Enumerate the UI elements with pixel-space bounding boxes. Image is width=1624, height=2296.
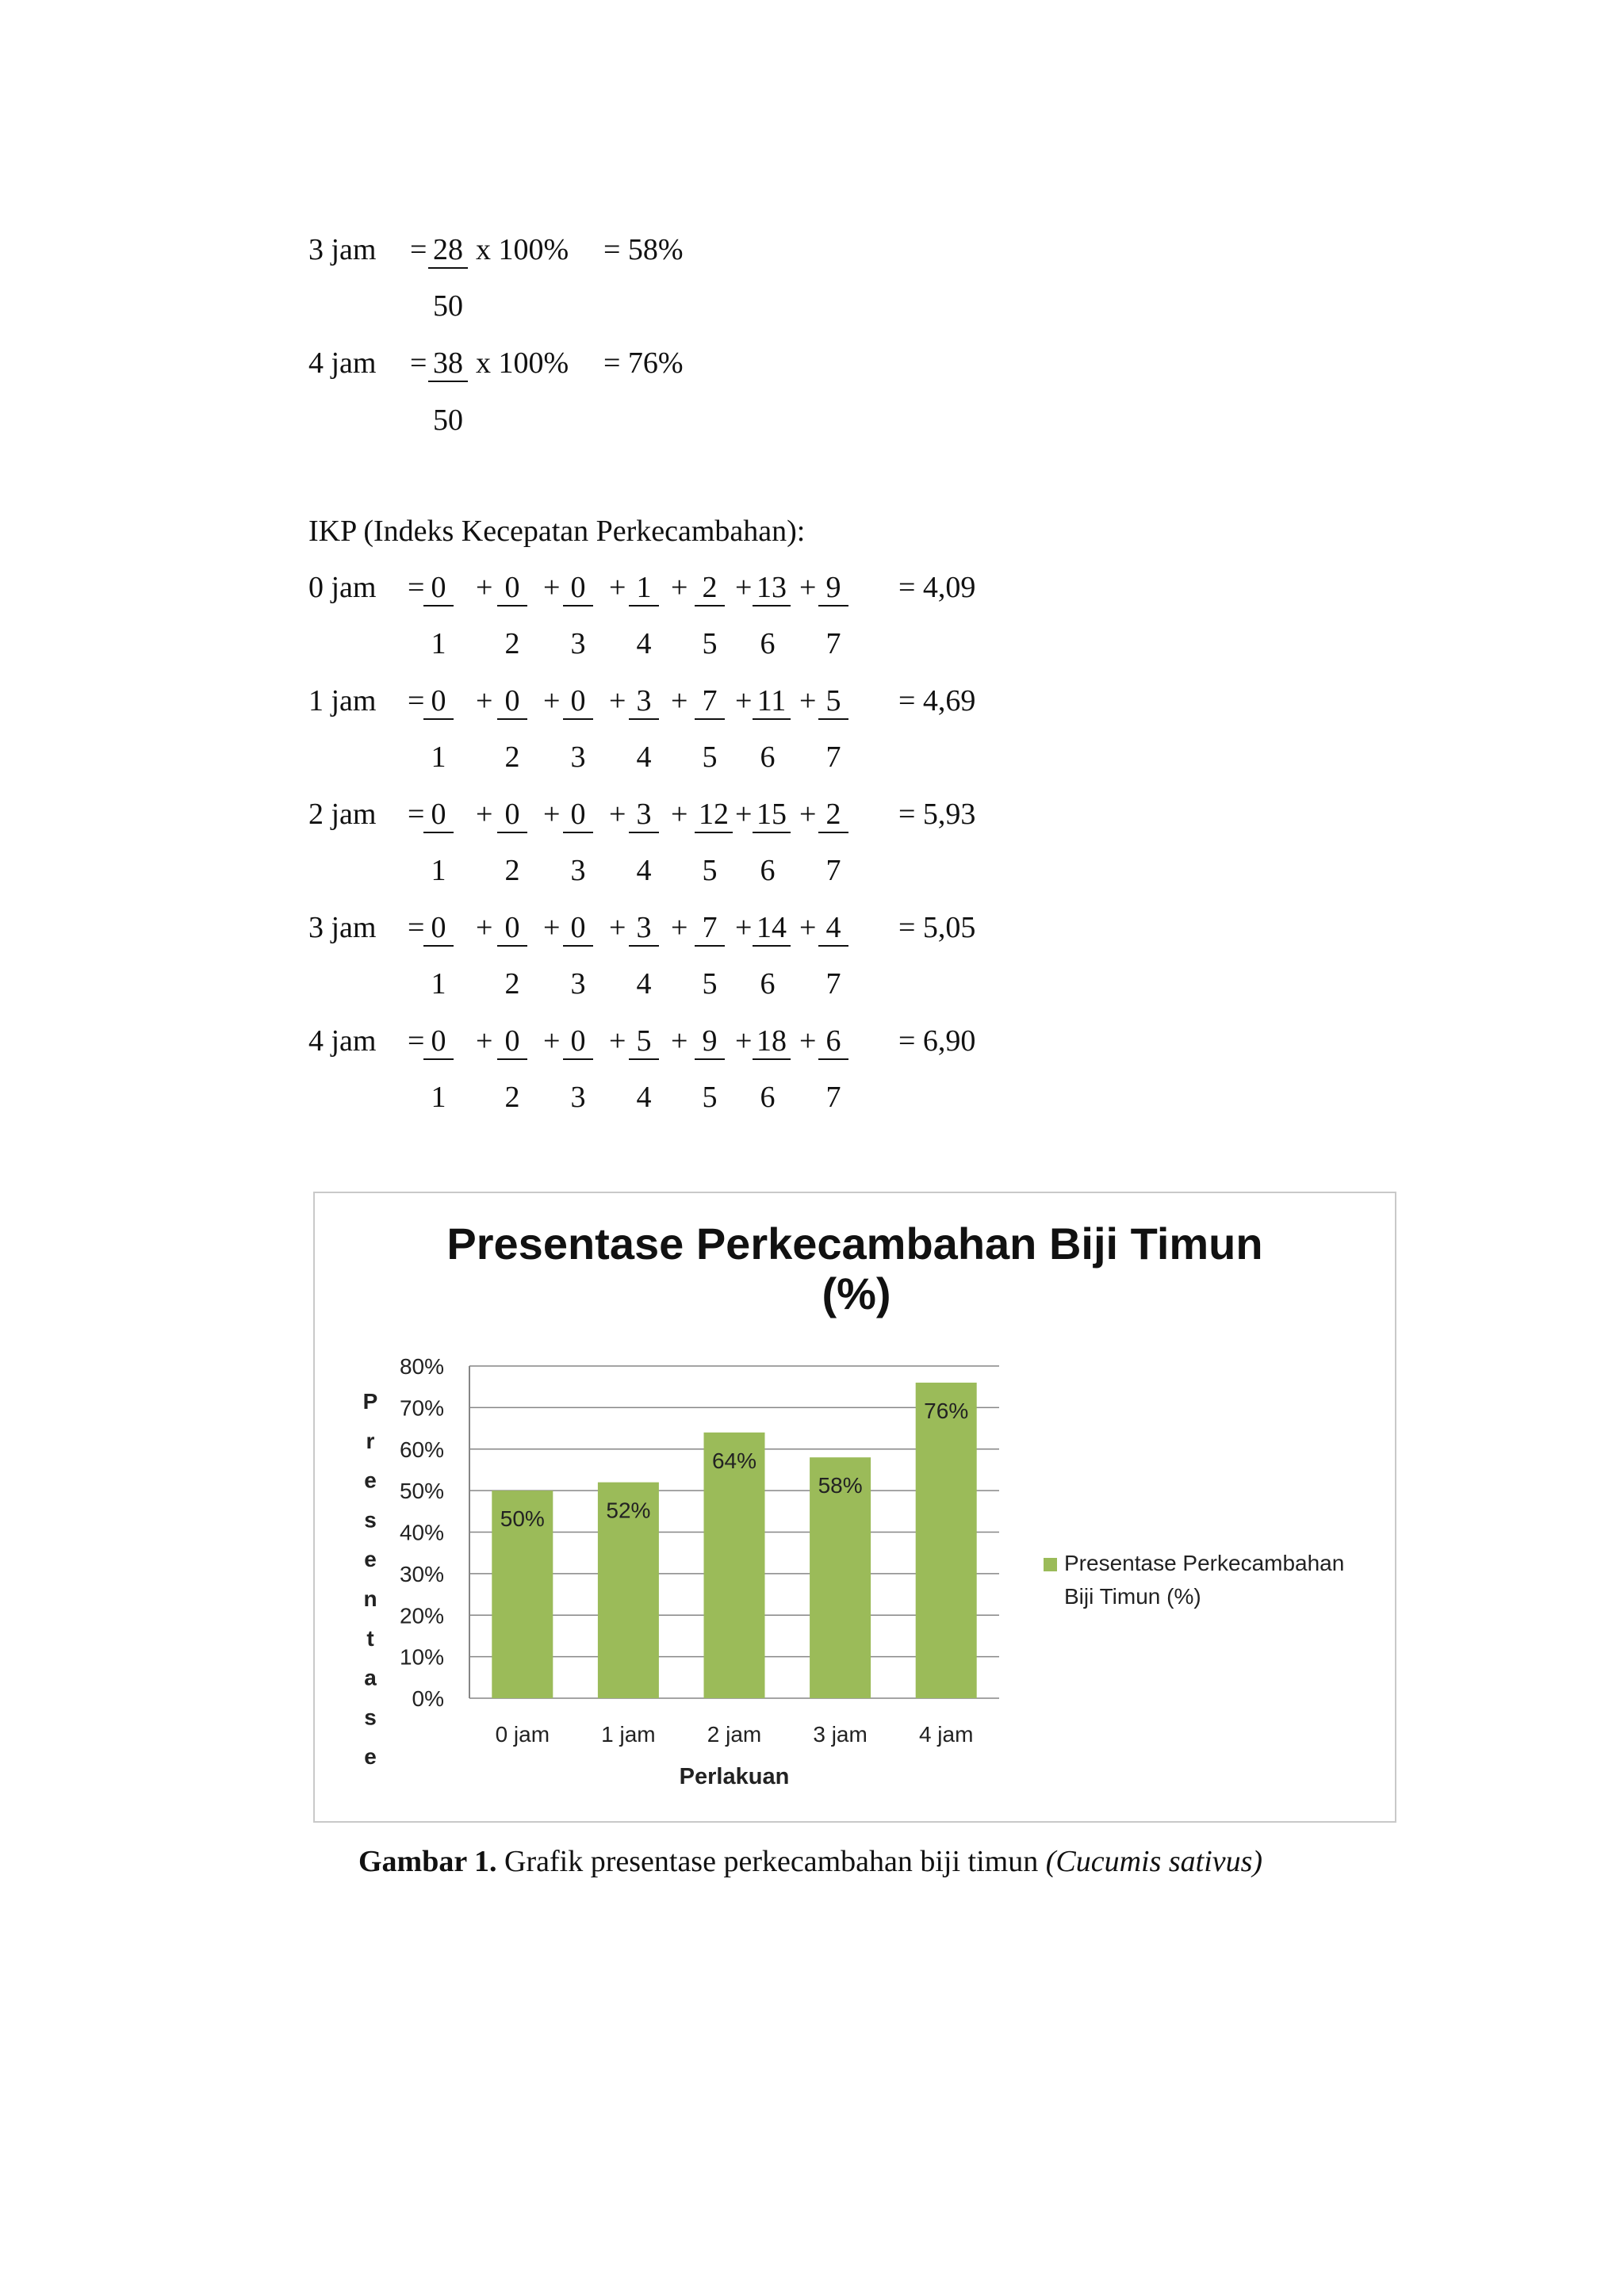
ikp-plus: +: [543, 684, 561, 718]
ikp-row-label: 1 jam: [308, 684, 377, 718]
ikp-plus: +: [799, 684, 817, 718]
y-axis-title-letter: e: [364, 1468, 377, 1493]
ikp-plus: +: [735, 684, 753, 718]
ikp-denominator: 2: [504, 967, 520, 1001]
y-tick-label: 80%: [399, 1354, 444, 1379]
ikp-result: = 5,93: [898, 798, 976, 831]
ikp-plus: +: [543, 571, 561, 604]
x-tick-label: 4 jam: [918, 1722, 974, 1747]
ikp-numerator: 3: [629, 910, 659, 947]
y-axis-title-letter: a: [364, 1665, 377, 1690]
calc-numerator: 38: [428, 346, 468, 382]
ikp-plus: +: [671, 798, 688, 831]
ikp-denominator: 7: [825, 854, 841, 887]
legend-label: Presentase Perkecambahan: [1064, 1551, 1345, 1575]
ikp-denominator: 4: [636, 740, 652, 774]
data-label: 50%: [500, 1506, 545, 1532]
y-tick-label: 60%: [399, 1437, 444, 1462]
ikp-numerator: 0: [563, 683, 593, 720]
ikp-numerator: 3: [629, 683, 659, 720]
ikp-numerator: 2: [695, 570, 725, 607]
ikp-numerator: 0: [563, 910, 593, 947]
y-axis-title-letter: s: [364, 1507, 377, 1533]
ikp-denominator: 2: [504, 1081, 520, 1114]
ikp-numerator: 0: [497, 683, 527, 720]
calc-factor: x 100%: [476, 346, 569, 380]
y-axis-title-letter: s: [364, 1705, 377, 1730]
y-tick-label: 70%: [399, 1395, 444, 1421]
ikp-denominator: 7: [825, 967, 841, 1001]
ikp-numerator: 13: [753, 570, 791, 607]
ikp-plus: +: [609, 911, 626, 944]
ikp-denominator: 5: [702, 854, 718, 887]
ikp-plus: +: [671, 911, 688, 944]
ikp-row-label: 3 jam: [308, 911, 377, 944]
ikp-numerator: 0: [423, 797, 454, 833]
ikp-denominator: 5: [702, 627, 718, 660]
ikp-numerator: 0: [497, 797, 527, 833]
figure-caption: [358, 1844, 1262, 1879]
ikp-numerator: 5: [629, 1024, 659, 1060]
ikp-denominator: 5: [702, 1081, 718, 1114]
bar-chart: [315, 1193, 1395, 1821]
ikp-numerator: 0: [497, 570, 527, 607]
ikp-numerator: 7: [695, 683, 725, 720]
ikp-numerator: 3: [629, 797, 659, 833]
chart-frame: [313, 1192, 1396, 1823]
x-tick-label: 2 jam: [707, 1722, 762, 1747]
ikp-result: = 4,09: [898, 571, 976, 604]
calc-numerator: 28: [428, 232, 468, 269]
ikp-denominator: 4: [636, 967, 652, 1001]
ikp-numerator: 5: [818, 683, 848, 720]
ikp-plus: +: [735, 571, 753, 604]
ikp-plus: +: [543, 911, 561, 944]
y-tick-label: 50%: [399, 1479, 444, 1504]
ikp-denominator: 1: [431, 740, 446, 774]
ikp-equals: =: [408, 911, 425, 944]
ikp-denominator: 4: [636, 854, 652, 887]
ikp-plus: +: [799, 911, 817, 944]
chart-title-line2: (%): [822, 1269, 891, 1318]
y-axis-title-letter: e: [364, 1547, 377, 1572]
ikp-denominator: 6: [760, 627, 776, 660]
data-label: 52%: [606, 1498, 651, 1523]
x-tick-label: 0 jam: [495, 1722, 550, 1747]
ikp-denominator: 2: [504, 740, 520, 774]
y-tick-label: 0%: [412, 1686, 444, 1711]
ikp-denominator: 2: [504, 854, 520, 887]
calc-factor: x 100%: [476, 233, 569, 266]
ikp-plus: +: [476, 798, 493, 831]
ikp-equals: =: [408, 1024, 425, 1058]
ikp-plus: +: [476, 1024, 493, 1058]
ikp-equals: =: [408, 684, 425, 718]
ikp-row-label: 4 jam: [308, 1024, 377, 1058]
data-label: 58%: [818, 1473, 863, 1498]
ikp-denominator: 3: [570, 967, 586, 1001]
ikp-equals: =: [408, 571, 425, 604]
ikp-plus: +: [476, 684, 493, 718]
ikp-heading: IKP (Indeks Kecepatan Perkecambahan):: [308, 515, 806, 548]
ikp-denominator: 1: [431, 627, 446, 660]
caption-species: (Cucumis sativus): [1045, 1845, 1263, 1878]
y-axis-title-letter: e: [364, 1744, 377, 1770]
ikp-plus: +: [735, 798, 753, 831]
ikp-numerator: 9: [818, 570, 848, 607]
y-axis-title-letter: t: [366, 1625, 374, 1651]
calc-equals: =: [410, 346, 427, 380]
legend-swatch: [1044, 1558, 1057, 1571]
ikp-plus: +: [799, 798, 817, 831]
data-label: 76%: [924, 1398, 969, 1423]
ikp-denominator: 3: [570, 854, 586, 887]
ikp-denominator: 5: [702, 967, 718, 1001]
calc-result: = 58%: [603, 233, 684, 266]
ikp-numerator: 2: [818, 797, 848, 833]
chart-title: Presentase Perkecambahan Biji Timun: [446, 1219, 1263, 1269]
ikp-numerator: 4: [818, 910, 848, 947]
y-tick-label: 40%: [399, 1520, 444, 1545]
ikp-denominator: 7: [825, 740, 841, 774]
y-axis-title-letter: n: [363, 1586, 377, 1611]
legend-label-line2: Biji Timun (%): [1064, 1584, 1201, 1609]
ikp-denominator: 6: [760, 1081, 776, 1114]
ikp-plus: +: [671, 571, 688, 604]
caption-label: Gambar 1.: [358, 1845, 497, 1878]
ikp-numerator: 0: [563, 570, 593, 607]
ikp-denominator: 6: [760, 854, 776, 887]
ikp-result: = 6,90: [898, 1024, 976, 1058]
ikp-numerator: 15: [753, 797, 791, 833]
ikp-plus: +: [799, 1024, 817, 1058]
ikp-plus: +: [671, 1024, 688, 1058]
ikp-plus: +: [609, 798, 626, 831]
ikp-denominator: 1: [431, 967, 446, 1001]
y-tick-label: 30%: [399, 1561, 444, 1586]
x-tick-label: 1 jam: [601, 1722, 656, 1747]
ikp-denominator: 5: [702, 740, 718, 774]
ikp-plus: +: [609, 571, 626, 604]
calc-denominator: 50: [433, 404, 463, 437]
ikp-plus: +: [735, 911, 753, 944]
ikp-denominator: 7: [825, 627, 841, 660]
ikp-denominator: 6: [760, 967, 776, 1001]
ikp-numerator: 14: [753, 910, 791, 947]
y-axis-title-letter: r: [366, 1428, 375, 1453]
x-axis-title: Perlakuan: [679, 1764, 790, 1789]
ikp-denominator: 3: [570, 740, 586, 774]
ikp-denominator: 4: [636, 1081, 652, 1114]
ikp-result: = 4,69: [898, 684, 976, 718]
ikp-numerator: 9: [695, 1024, 725, 1060]
ikp-denominator: 6: [760, 740, 776, 774]
ikp-denominator: 3: [570, 1081, 586, 1114]
ikp-plus: +: [476, 911, 493, 944]
ikp-numerator: 0: [497, 910, 527, 947]
calc-denominator: 50: [433, 289, 463, 323]
ikp-denominator: 4: [636, 627, 652, 660]
ikp-numerator: 0: [423, 570, 454, 607]
ikp-denominator: 2: [504, 627, 520, 660]
ikp-plus: +: [543, 1024, 561, 1058]
ikp-numerator: 7: [695, 910, 725, 947]
ikp-result: = 5,05: [898, 911, 976, 944]
ikp-row-label: 0 jam: [308, 571, 377, 604]
data-label: 64%: [711, 1448, 757, 1473]
ikp-plus: +: [671, 684, 688, 718]
ikp-numerator: 0: [563, 1024, 593, 1060]
ikp-denominator: 1: [431, 1081, 446, 1114]
ikp-plus: +: [799, 571, 817, 604]
ikp-numerator: 6: [818, 1024, 848, 1060]
calc-result: = 76%: [603, 346, 684, 380]
caption-text: Grafik presentase perkecambahan biji timun: [504, 1845, 1039, 1878]
ikp-plus: +: [476, 571, 493, 604]
ikp-denominator: 3: [570, 627, 586, 660]
calc-label: 3 jam: [308, 233, 377, 266]
ikp-numerator: 0: [563, 797, 593, 833]
ikp-equals: =: [408, 798, 425, 831]
ikp-numerator: 1: [629, 570, 659, 607]
bar-4-jam: [916, 1383, 977, 1698]
ikp-numerator: 0: [497, 1024, 527, 1060]
ikp-plus: +: [609, 684, 626, 718]
ikp-numerator: 0: [423, 683, 454, 720]
y-axis-title-letter: P: [362, 1389, 378, 1414]
ikp-denominator: 7: [825, 1081, 841, 1114]
ikp-denominator: 1: [431, 854, 446, 887]
calc-equals: =: [410, 233, 427, 266]
ikp-numerator: 18: [753, 1024, 791, 1060]
x-tick-label: 3 jam: [813, 1722, 868, 1747]
y-tick-label: 20%: [399, 1603, 444, 1628]
ikp-numerator: 0: [423, 910, 454, 947]
ikp-numerator: 12: [695, 797, 733, 833]
ikp-numerator: 11: [753, 683, 791, 720]
ikp-plus: +: [609, 1024, 626, 1058]
ikp-plus: +: [543, 798, 561, 831]
y-tick-label: 10%: [399, 1644, 444, 1670]
calc-label: 4 jam: [308, 346, 377, 380]
ikp-row-label: 2 jam: [308, 798, 377, 831]
ikp-plus: +: [735, 1024, 753, 1058]
ikp-numerator: 0: [423, 1024, 454, 1060]
